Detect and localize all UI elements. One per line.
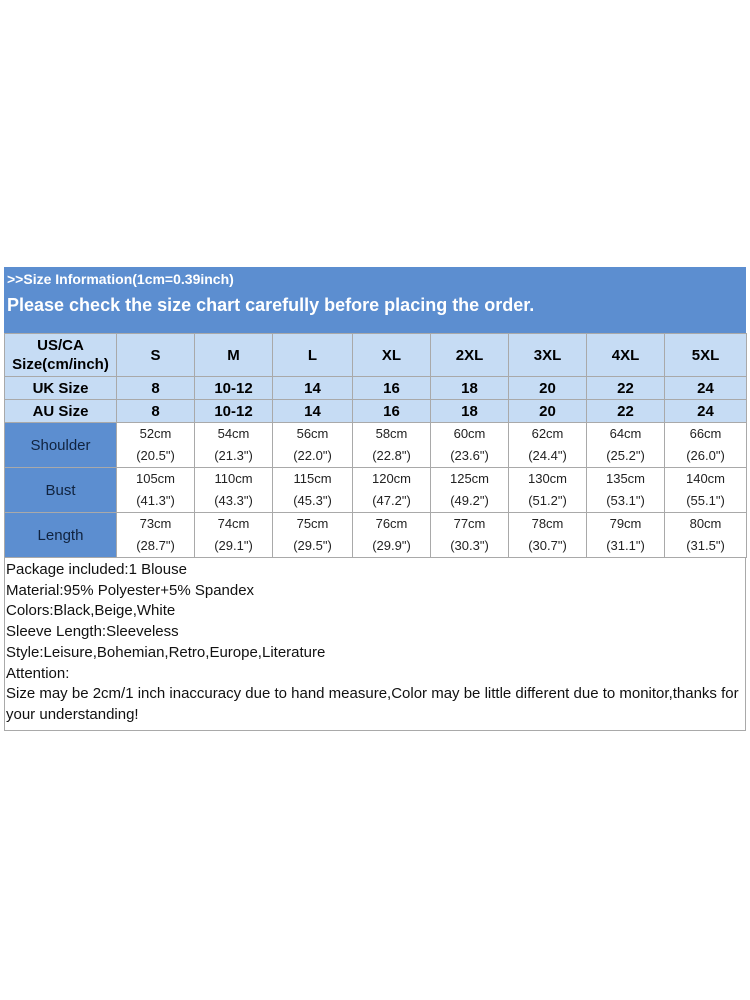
inch-value: (55.1"): [686, 493, 725, 508]
length-cell: [509, 513, 587, 558]
cm-value: 140cm: [685, 471, 726, 486]
size-header-cell: L: [273, 334, 353, 377]
uk-size-label: UK Size: [5, 377, 117, 400]
bust-cell: [431, 468, 509, 513]
inch-value: (53.1"): [606, 493, 645, 508]
cm-value: 66cm: [689, 426, 722, 441]
length-cell: [195, 513, 273, 558]
inch-value: (47.2"): [372, 493, 411, 508]
size-header-cell: S: [117, 334, 195, 377]
cm-value: 64cm: [609, 426, 642, 441]
bust-cell: [587, 468, 665, 513]
bust-row: [5, 468, 747, 513]
shoulder-cell: [431, 423, 509, 468]
bust-cell: [195, 468, 273, 513]
bust-cell: [665, 468, 747, 513]
shoulder-label: Shoulder: [5, 423, 117, 468]
inch-value: (22.0"): [293, 448, 332, 463]
colors-note: Colors:Black,Beige,White: [6, 602, 176, 620]
cm-value: 115cm: [293, 471, 332, 486]
cm-value: 79cm: [609, 516, 642, 531]
length-cell: [353, 513, 431, 558]
material-note: Material:95% Polyester+5% Spandex: [6, 581, 255, 599]
size-header-cell: 3XL: [509, 334, 587, 377]
au-size-cell: 18: [431, 400, 509, 423]
bust-cell: [117, 468, 195, 513]
shoulder-cell: [665, 423, 747, 468]
size-chart-table: [4, 333, 747, 558]
size-header-cell: M: [195, 334, 273, 377]
us-size-row: [5, 334, 747, 377]
size-unit-label: Size(cm/inch): [12, 356, 109, 373]
size-info-title: >>Size Information(1cm=0.39inch): [7, 271, 234, 287]
inch-value: (22.8"): [372, 448, 411, 463]
bust-cell: [273, 468, 353, 513]
inch-value: (23.6"): [450, 448, 489, 463]
cm-value: 77cm: [453, 516, 486, 531]
uk-size-cell: 10-12: [195, 377, 273, 400]
cm-value: 120cm: [371, 471, 412, 486]
cm-value: 73cm: [139, 516, 172, 531]
shoulder-cell: [353, 423, 431, 468]
inch-value: (29.5"): [293, 538, 332, 553]
shoulder-cell: [195, 423, 273, 468]
uk-size-cell: 8: [117, 377, 195, 400]
au-size-cell: 24: [665, 400, 747, 423]
size-header-cell: 4XL: [587, 334, 665, 377]
au-size-cell: 10-12: [195, 400, 273, 423]
disclaimer-note: Size may be 2cm/1 inch inaccuracy due to hand measure,Color may be little different due to monitor,thanks for your understanding!: [6, 685, 739, 723]
length-cell: [665, 513, 747, 558]
uk-size-cell: 20: [509, 377, 587, 400]
uk-size-cell: 14: [273, 377, 353, 400]
inch-value: (29.1"): [214, 538, 253, 553]
inch-value: (51.2"): [528, 493, 567, 508]
length-row: [5, 513, 747, 558]
au-size-cell: 16: [353, 400, 431, 423]
inch-value: (29.9"): [372, 538, 411, 553]
cm-value: 75cm: [296, 516, 329, 531]
inch-value: (26.0"): [686, 448, 725, 463]
length-cell: [587, 513, 665, 558]
inch-value: (20.5"): [136, 448, 175, 463]
uk-size-cell: 24: [665, 377, 747, 400]
bust-cell: [353, 468, 431, 513]
inch-value: (25.2"): [606, 448, 645, 463]
uk-size-cell: 22: [587, 377, 665, 400]
bust-cell: [509, 468, 587, 513]
size-header-cell: 5XL: [665, 334, 747, 377]
au-size-cell: 14: [273, 400, 353, 423]
size-header-cell: 2XL: [431, 334, 509, 377]
us-ca-label: US/CA: [37, 337, 84, 354]
cm-value: 56cm: [296, 426, 329, 441]
cm-value: 52cm: [139, 426, 172, 441]
length-label: Length: [5, 513, 117, 558]
package-note: Package included:1 Blouse: [6, 561, 187, 578]
length-cell: [273, 513, 353, 558]
cm-value: 135cm: [605, 471, 646, 486]
au-size-cell: 8: [117, 400, 195, 423]
shoulder-cell: [273, 423, 353, 468]
uk-size-row: [5, 377, 747, 400]
au-size-label: AU Size: [5, 400, 117, 423]
cm-value: 74cm: [217, 516, 250, 531]
inch-value: (31.5"): [686, 538, 725, 553]
size-check-warning: Please check the size chart carefully before placing the order.: [7, 295, 535, 315]
inch-value: (28.7"): [136, 538, 175, 553]
inch-value: (21.3"): [214, 448, 253, 463]
cm-value: 60cm: [453, 426, 486, 441]
bust-label: Bust: [5, 468, 117, 513]
attention-label: Attention:: [6, 664, 70, 682]
au-size-cell: 20: [509, 400, 587, 423]
sleeve-note: Sleeve Length:Sleeveless: [6, 623, 179, 641]
au-size-cell: 22: [587, 400, 665, 423]
style-note: Style:Leisure,Bohemian,Retro,Europe,Literature: [6, 643, 326, 661]
size-info-panel: [4, 267, 746, 731]
cm-value: 54cm: [217, 426, 250, 441]
inch-value: (45.3"): [293, 493, 332, 508]
inch-value: (41.3"): [136, 493, 175, 508]
inch-value: (43.3"): [214, 493, 253, 508]
size-header-cell: XL: [353, 334, 431, 377]
au-size-row: [5, 400, 747, 423]
inch-value: (31.1"): [606, 538, 645, 553]
inch-value: (30.7"): [528, 538, 567, 553]
cm-value: 125cm: [449, 471, 490, 486]
length-cell: [117, 513, 195, 558]
cm-value: 110cm: [214, 471, 253, 486]
cm-value: 78cm: [531, 516, 564, 531]
size-info-header: [4, 267, 746, 333]
uk-size-cell: 18: [431, 377, 509, 400]
inch-value: (30.3"): [450, 538, 489, 553]
length-cell: [431, 513, 509, 558]
shoulder-cell: [587, 423, 665, 468]
cm-value: 105cm: [135, 471, 176, 486]
shoulder-cell: [509, 423, 587, 468]
product-notes: [4, 558, 746, 731]
cm-value: 130cm: [527, 471, 568, 486]
cm-value: 76cm: [375, 516, 408, 531]
cm-value: 62cm: [531, 426, 564, 441]
shoulder-row: [5, 423, 747, 468]
size-corner-label: [5, 334, 117, 377]
inch-value: (49.2"): [450, 493, 489, 508]
uk-size-cell: 16: [353, 377, 431, 400]
shoulder-cell: [117, 423, 195, 468]
cm-value: 80cm: [689, 516, 722, 531]
cm-value: 58cm: [375, 426, 408, 441]
inch-value: (24.4"): [528, 448, 567, 463]
